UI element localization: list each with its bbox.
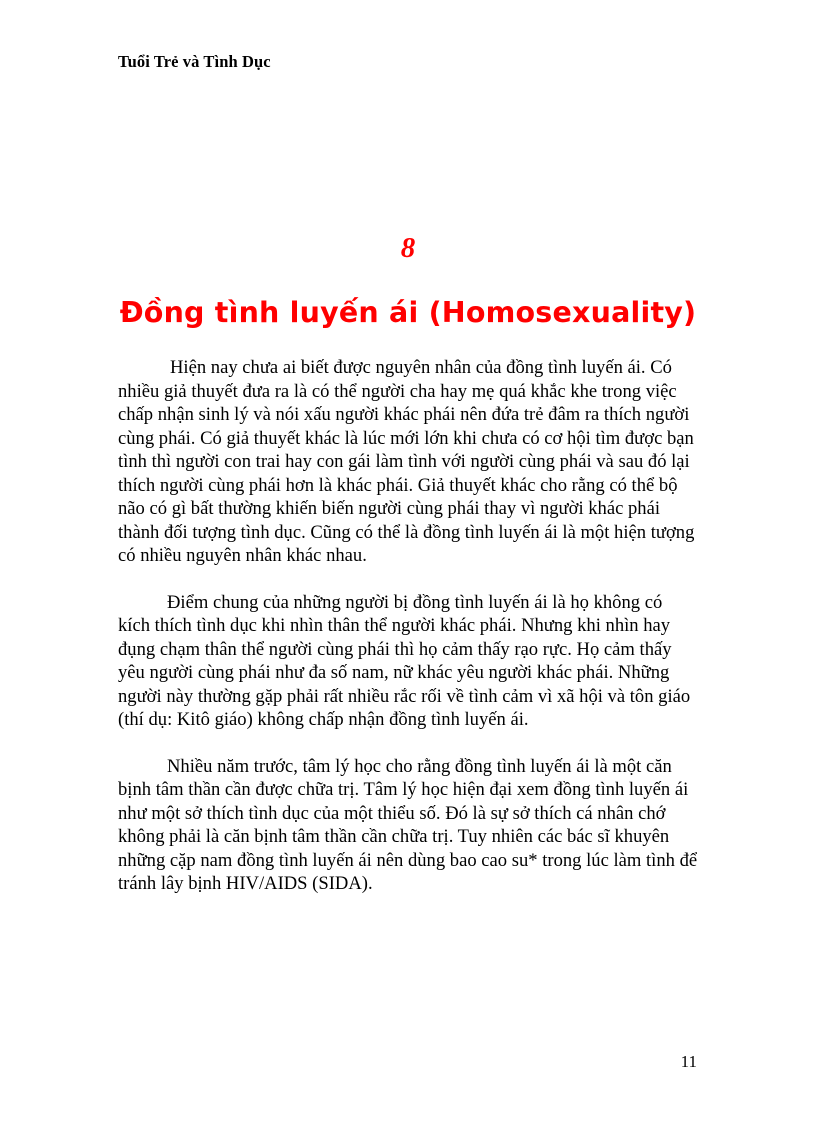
paragraph-modern-view: Nhiều năm trước, tâm lý học cho rằng đồng tình luyến ái là một căn bịnh tâm thần cần được chữa trị. Tâm lý học hiện đại xem đồng tình luyến ái như một sở thích tình dục của một thiểu số. Đó là sự sở thích cá nhân chớ không phải là căn bịnh tâm thần cần chữa trị. Tuy nhiên các bác sĩ khuyên những cặp nam đồng tình luyến ái nên dùng bao cao su* trong lúc làm tình để tránh lây bịnh HIV/AIDS (SIDA). bbox=[118, 755, 698, 894]
chapter-title: Đồng tình luyến ái (Homosexuality) bbox=[119, 296, 697, 329]
running-header: Tuổi Trẻ và Tình Dục bbox=[118, 52, 271, 71]
chapter-number: 8 bbox=[400, 232, 416, 264]
paragraph-causes: Hiện nay chưa ai biết được nguyên nhân của đồng tình luyến ái. Có nhiều giả thuyết đưa ra là có thể người cha hay mẹ quá khắc khe trong việc chấp nhận sinh lý và nói xấu người khác phái nên đứa trẻ đâm ra thích người cùng phái. Có giả thuyết khác là lúc mới lớn khi chưa có cơ hội tìm được bạn tình thì người con trai hay con gái làm tình với người cùng phái và sau đó lại thích người cùng phái hơn là khác phái. Giả thuyết khác cho rằng có thể bộ não có gì bất thường khiến biến người cùng phái thay vì người khác phái thành đối tượng tình dục. Cũng có thể là đồng tình luyến ái là một hiện tượng có nhiều nguyên nhân khác nhau. bbox=[118, 357, 695, 566]
page-number: 11 bbox=[680, 1052, 697, 1071]
body-text bbox=[118, 356, 698, 919]
paragraph-common-traits: Điểm chung của những người bị đồng tình luyến ái là họ không có kích thích tình dục khi nhìn thân thể người khác phái. Nhưng khi nhìn hay đụng chạm thân thể người cùng phái thì họ cảm thấy rạo rực. Họ cảm thấy yêu người cùng phái như đa số nam, nữ khác yêu người khác phái. Những người này thường gặp phải rất nhiều rắc rối về tình cảm vì xã hội và tôn giáo (thí dụ: Kitô giáo) không chấp nhận đồng tình luyến ái. bbox=[118, 591, 691, 730]
